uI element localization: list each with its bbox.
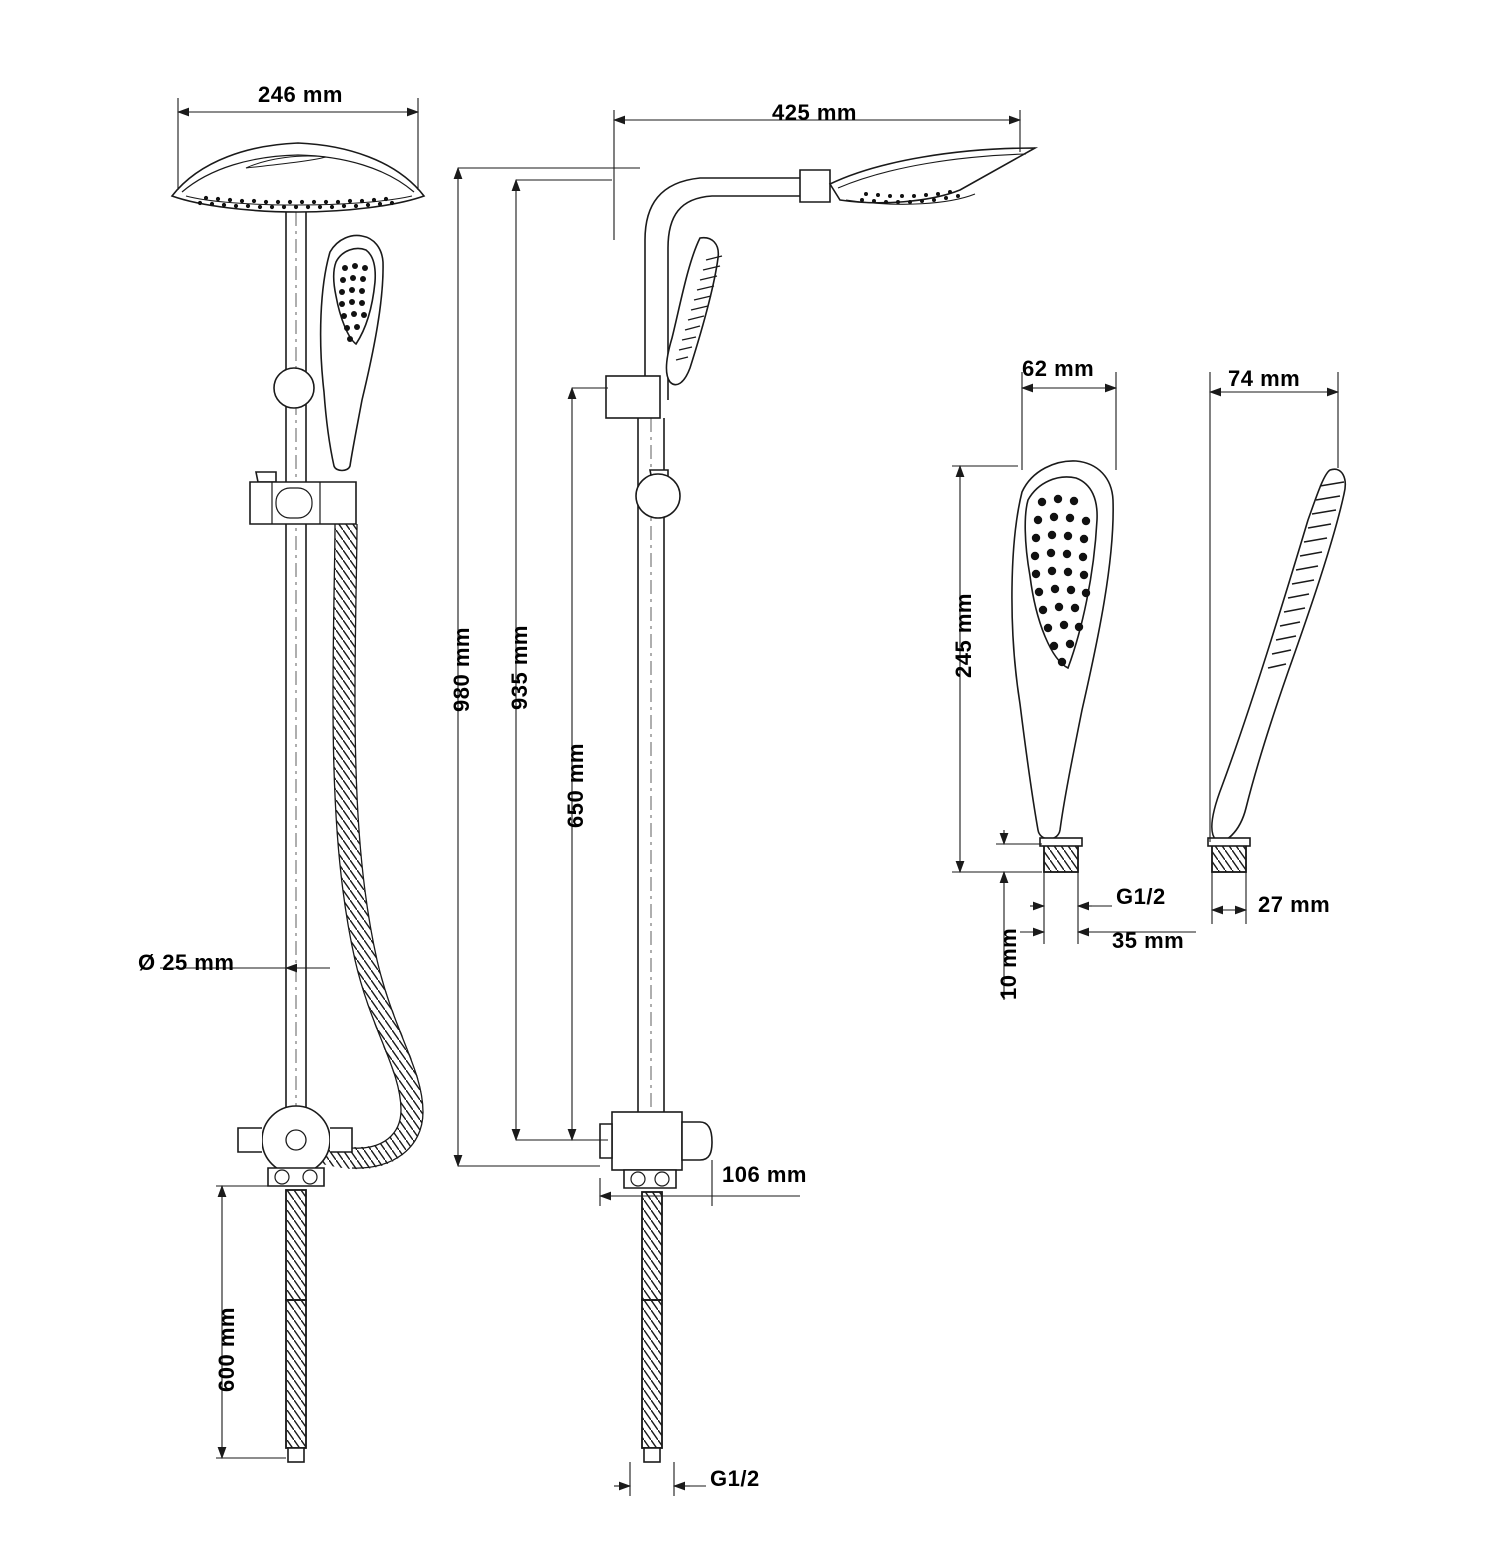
dimension-label-600: 600 mm <box>214 1307 239 1392</box>
handshower-side-view <box>1208 469 1345 872</box>
dimension-label-62: 62 mm <box>1022 356 1095 381</box>
dimension-label-g12-handshower: G1/2 <box>1116 884 1166 909</box>
dimension-label-35: 35 mm <box>1112 928 1185 953</box>
dimension-label-980: 980 mm <box>449 627 474 712</box>
dimension-label-27: 27 mm <box>1258 892 1331 917</box>
dimension-label-245: 245 mm <box>951 593 976 678</box>
front-view-shower-column-with-hose <box>172 143 424 1462</box>
dimension-label-106: 106 mm <box>722 1162 807 1187</box>
dimension-label-935: 935 mm <box>507 625 532 710</box>
dimension-label-10: 10 mm <box>996 927 1021 1000</box>
dimension-label-g12-inlet: G1/2 <box>710 1466 760 1491</box>
dimension-label-246: 246 mm <box>258 82 343 107</box>
side-view-shower-column <box>600 148 1035 1462</box>
dimension-label-diameter-25: Ø 25 mm <box>138 950 235 975</box>
handshower-front-view <box>1012 461 1113 872</box>
dimension-label-425: 425 mm <box>772 100 857 125</box>
dimension-label-74: 74 mm <box>1228 366 1301 391</box>
dimension-label-650: 650 mm <box>563 743 588 828</box>
